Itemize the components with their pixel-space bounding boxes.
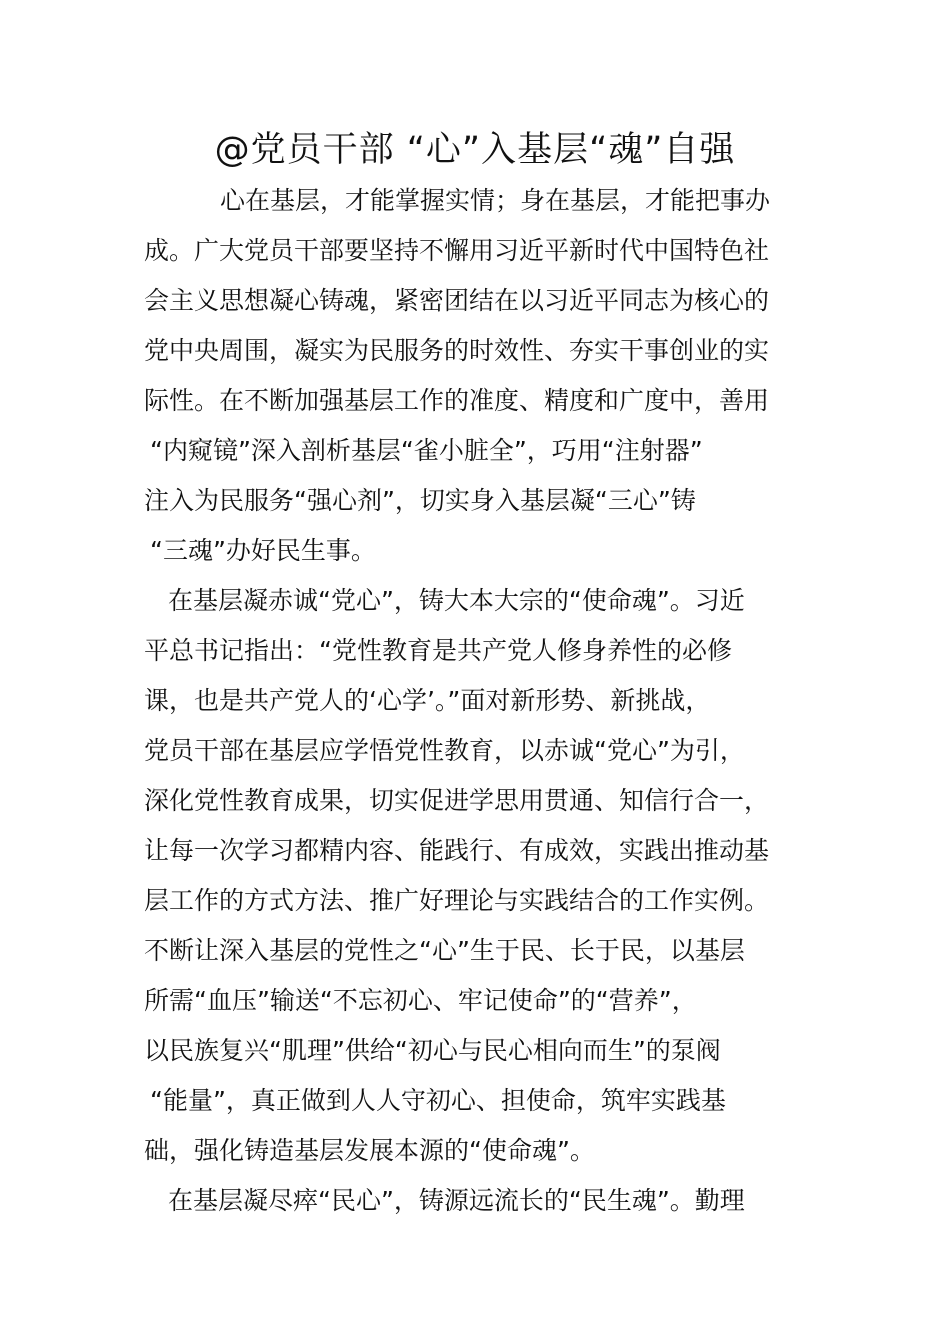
body-line: 层工作的方式方法、推广好理论与实践结合的工作实例。 [144,886,770,915]
body-line: 在基层凝尽瘁“民心”，铸源远流长的“民生魂”。勤理 [168,1186,745,1215]
body-line: 平总书记指出：“党性教育是共产党人修身养性的必修 [144,636,732,665]
body-line: 以民族复兴“肌理”供给“初心与民心相向而生”的泵阀 [144,1036,721,1065]
body-line: 成。广大党员干部要坚持不懈用习近平新时代中国特色社 [144,236,770,265]
body-line: 心在基层，才能掌握实情；身在基层，才能把事办 [220,186,771,215]
body-line: 会主义思想凝心铸魂，紧密团结在以习近平同志为核心的 [144,286,770,315]
body-line: 所需“血压”输送“不忘初心、牢记使命”的“营养”， [144,986,697,1015]
body-line: “能量”，真正做到人人守初心、担使命，筑牢实践基 [150,1086,726,1115]
body-line: 在基层凝赤诚“党心”，铸大本大宗的“使命魂”。习近 [168,586,745,615]
body-line: 课，也是共产党人的‘心学’。”面对新形势、新挑战， [144,686,711,715]
body-line: 际性。在不断加强基层工作的准度、精度和广度中，善用 [144,386,770,415]
body-line: 不断让深入基层的党性之“心”生于民、长于民，以基层 [144,936,745,965]
body-line: 让每一次学习都精内容、能践行、有成效，实践出推动基 [144,836,770,865]
body-line: “三魂”办好民生事。 [150,536,376,565]
body-line: 党中央周围，凝实为民服务的时效性、夯实干事创业的实 [144,336,770,365]
document-title: @党员干部 “心”入基层“魂”自强 [214,130,736,170]
body-line: “内窥镜”深入剖析基层“雀小脏全”，巧用“注射器” [150,436,703,465]
body-line: 深化党性教育成果，切实促进学思用贯通、知信行合一， [144,786,770,815]
body-line: 注入为民服务“强心剂”，切实身入基层凝“三心”铸 [144,486,696,515]
body-line: 础，强化铸造基层发展本源的“使命魂”。 [144,1136,595,1165]
body-line: 党员干部在基层应学悟党性教育，以赤诚“党心”为引， [144,736,745,765]
